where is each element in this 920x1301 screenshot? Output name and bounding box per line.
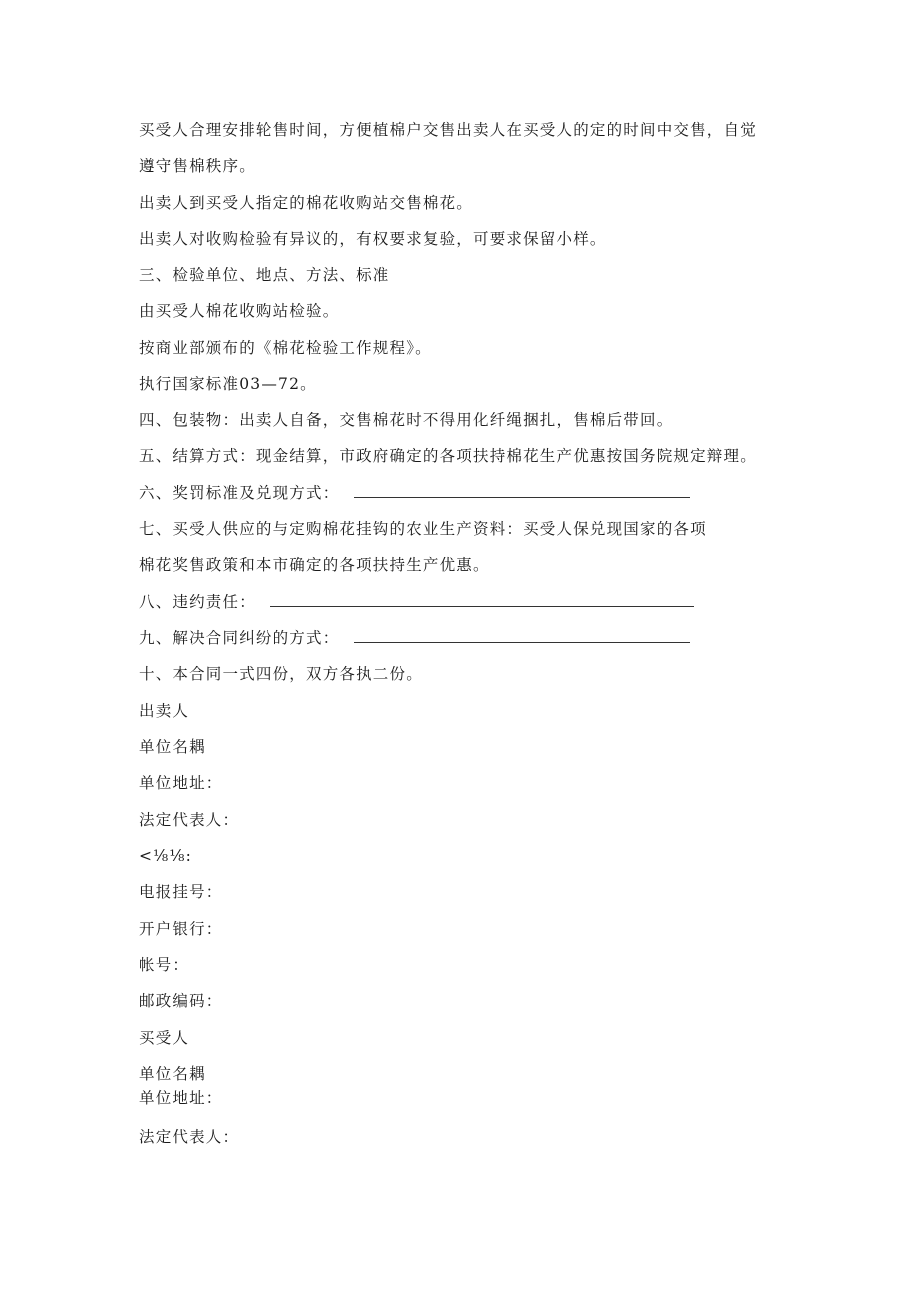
seller-legal-representative: 法定代表人：	[139, 811, 240, 829]
seller-bank: 开户银行：	[139, 920, 223, 938]
section-10: 十、本合同一式四份，双方各执二份。	[139, 665, 423, 683]
section-8-row	[139, 592, 694, 612]
seller-garbled-field: <⅛⅛:	[139, 847, 193, 865]
section-8-blank-line	[270, 592, 694, 607]
section-3-item-a: 由买受人棉花收购站检验。	[139, 302, 340, 320]
buyer-legal-representative: 法定代表人：	[139, 1128, 240, 1146]
clause-paragraph-1-line-1: 买受人合理安排轮售时间，方便植棉户交售出卖人在买受人的定的时间中交售，自觉	[139, 121, 757, 139]
seller-account: 帐号：	[139, 956, 190, 974]
buyer-unit-name: 单位名耦	[139, 1065, 206, 1083]
section-8-label: 八、违约责任：	[139, 593, 256, 611]
clause-paragraph-3: 出卖人对收购检验有异议的，有权要求复验，可要求保留小样。	[139, 230, 607, 248]
clause-paragraph-2: 出卖人到买受人指定的棉花收购站交售棉花。	[139, 194, 474, 212]
section-9-label: 九、解决合同纠纷的方式：	[139, 629, 340, 647]
seller-postcode: 邮政编码：	[139, 992, 223, 1010]
section-9-row	[139, 628, 690, 648]
buyer-unit-address: 单位地址：	[139, 1089, 223, 1107]
seller-telegraph-code: 电报挂号：	[139, 883, 223, 901]
seller-unit-address: 单位地址：	[139, 774, 223, 792]
section-7-line-2: 棉花奖售政策和本市确定的各项扶持生产优惠。	[139, 556, 490, 574]
section-7-line-1: 七、买受人供应的与定购棉花挂钩的农业生产资料：买受人保兑现国家的各项	[139, 520, 707, 538]
seller-unit-name: 单位名耦	[139, 738, 206, 756]
section-3-item-b: 按商业部颁布的《棉花检验工作规程》。	[139, 339, 432, 357]
section-6-label: 六、奖罚标准及兑现方式：	[139, 484, 340, 502]
buyer-title: 买受人	[139, 1029, 190, 1047]
section-5: 五、结算方式：现金结算，市政府确定的各项扶持棉花生产优惠按国务院规定辩理。	[139, 447, 757, 465]
section-6-row	[139, 483, 690, 503]
clause-paragraph-1-line-2: 遵守售棉秩序。	[139, 157, 256, 175]
section-9-blank-line	[354, 628, 690, 643]
seller-title: 出卖人	[139, 702, 190, 720]
section-3-heading: 三、检验单位、地点、方法、标准	[139, 266, 390, 284]
section-4: 四、包装物：出卖人自备，交售棉花时不得用化纤绳捆扎，售棉后带回。	[139, 411, 674, 429]
section-3-item-c: 执行国家标准03—72。	[139, 375, 317, 393]
section-6-blank-line	[354, 483, 690, 498]
